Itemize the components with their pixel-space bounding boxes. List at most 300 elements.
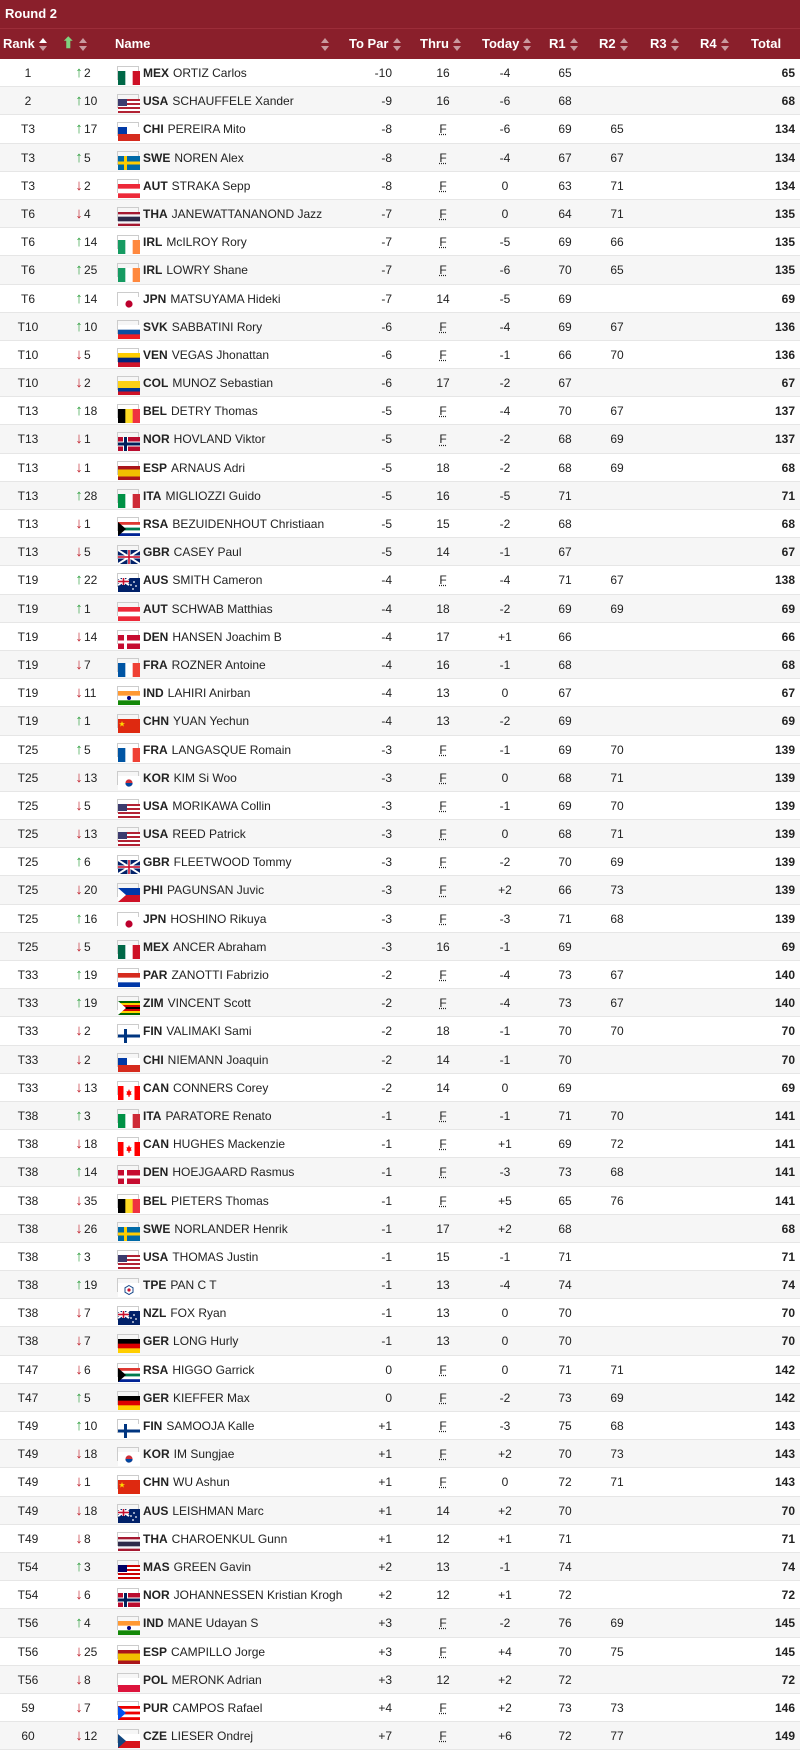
player-name-cell[interactable] bbox=[143, 144, 244, 172]
sort-icon bbox=[321, 38, 329, 52]
table-row[interactable] bbox=[0, 1187, 800, 1215]
player-name[interactable]: LANGASQUE Romain bbox=[171, 742, 292, 757]
player-name[interactable]: JANEWATTANANOND Jazz bbox=[171, 206, 323, 221]
player-name[interactable]: ROZNER Antoine bbox=[171, 657, 266, 672]
table-row[interactable] bbox=[0, 566, 800, 594]
to-par-cell: -8 bbox=[381, 122, 392, 137]
player-name[interactable]: JOHANNESSEN Kristian Krogh bbox=[173, 1588, 343, 1603]
r4-cell bbox=[704, 313, 734, 341]
player-name-cell[interactable] bbox=[143, 1440, 234, 1468]
rank-cell: T19 bbox=[17, 714, 39, 729]
arrow-down-icon: ↓ bbox=[75, 1501, 83, 1519]
r1-cell: 70 bbox=[558, 263, 572, 278]
player-name[interactable]: NORLANDER Henrik bbox=[174, 1221, 288, 1236]
header-thru[interactable] bbox=[420, 29, 461, 59]
r1-cell: 67 bbox=[558, 686, 572, 701]
table-row[interactable] bbox=[0, 228, 800, 256]
table-row[interactable] bbox=[0, 1356, 800, 1384]
player-name-cell[interactable] bbox=[143, 200, 322, 228]
player-name[interactable]: MORIKAWA Collin bbox=[172, 798, 271, 813]
r3-cell bbox=[654, 1356, 684, 1384]
table-row[interactable] bbox=[0, 1638, 800, 1666]
table-row[interactable] bbox=[0, 200, 800, 228]
thru-cell: F bbox=[439, 263, 447, 278]
player-name-cell[interactable] bbox=[143, 1017, 251, 1045]
player-name-cell[interactable] bbox=[143, 1638, 265, 1666]
r1-cell: 69 bbox=[558, 1137, 572, 1152]
total-cell: 141 bbox=[774, 1108, 795, 1123]
movement-value: 11 bbox=[84, 686, 97, 701]
player-name-cell[interactable] bbox=[143, 651, 266, 679]
table-row[interactable] bbox=[0, 1327, 800, 1355]
r4-cell bbox=[704, 566, 734, 594]
table-row[interactable] bbox=[0, 1497, 800, 1525]
table-row[interactable] bbox=[0, 792, 800, 820]
table-row[interactable] bbox=[0, 848, 800, 876]
r1-cell: 69 bbox=[558, 714, 572, 729]
player-name-cell[interactable] bbox=[143, 538, 242, 566]
thru-cell: 13 bbox=[436, 1278, 450, 1293]
r2-cell: 66 bbox=[610, 235, 624, 250]
movement-cell bbox=[74, 115, 104, 143]
player-name-cell[interactable] bbox=[143, 454, 245, 482]
r3-cell bbox=[654, 820, 684, 848]
r3-cell bbox=[654, 933, 684, 961]
thru-cell: 14 bbox=[436, 545, 450, 560]
player-name-cell[interactable] bbox=[143, 736, 291, 764]
today-cell: +6 bbox=[498, 1729, 512, 1744]
table-row[interactable] bbox=[0, 87, 800, 115]
table-row[interactable] bbox=[0, 115, 800, 143]
header-r2[interactable] bbox=[599, 29, 628, 59]
today-cell: -5 bbox=[499, 235, 511, 250]
player-name-cell[interactable] bbox=[143, 623, 282, 651]
r1-cell: 66 bbox=[558, 883, 572, 898]
player-name-cell[interactable] bbox=[143, 1609, 258, 1637]
r1-cell: 69 bbox=[558, 798, 572, 813]
player-name[interactable]: MATSUYAMA Hideki bbox=[170, 291, 281, 306]
flag-icon bbox=[117, 968, 139, 982]
sort-icon bbox=[79, 38, 87, 52]
player-name[interactable]: HIGGO Garrick bbox=[172, 1362, 255, 1377]
table-row[interactable] bbox=[0, 1384, 800, 1412]
r2-cell: 69 bbox=[610, 601, 624, 616]
flag-icon bbox=[117, 1475, 139, 1489]
player-name[interactable]: GREEN Gavin bbox=[173, 1559, 252, 1574]
player-name[interactable]: LONG Hurly bbox=[173, 1334, 239, 1349]
table-row[interactable] bbox=[0, 1102, 800, 1130]
r1-cell: 66 bbox=[558, 347, 572, 362]
r4-cell bbox=[704, 820, 734, 848]
player-name[interactable]: SABBATINI Rory bbox=[171, 319, 263, 334]
player-name-cell[interactable] bbox=[143, 933, 266, 961]
table-row[interactable] bbox=[0, 905, 800, 933]
table-row[interactable] bbox=[0, 933, 800, 961]
player-name-cell[interactable] bbox=[143, 961, 269, 989]
r4-cell bbox=[704, 1412, 734, 1440]
player-name[interactable]: PAGUNSAN Juvic bbox=[167, 883, 265, 898]
table-row[interactable] bbox=[0, 1581, 800, 1609]
player-name-cell[interactable] bbox=[143, 397, 258, 425]
player-name[interactable]: VEGAS Jhonattan bbox=[171, 347, 270, 362]
r2-cell: 71 bbox=[610, 827, 624, 842]
flag-icon bbox=[117, 1137, 139, 1151]
r1-cell: 73 bbox=[558, 1390, 572, 1405]
player-name[interactable]: VALIMAKI Sami bbox=[166, 1024, 252, 1039]
table-row[interactable] bbox=[0, 454, 800, 482]
today-cell: -1 bbox=[499, 798, 511, 813]
player-name[interactable]: HANSEN Joachim B bbox=[172, 629, 282, 644]
player-name[interactable]: WU Ashun bbox=[173, 1475, 230, 1490]
player-name-cell[interactable] bbox=[143, 285, 281, 313]
table-row[interactable] bbox=[0, 256, 800, 284]
table-row[interactable] bbox=[0, 313, 800, 341]
flag-icon bbox=[117, 1447, 139, 1461]
player-name-cell[interactable] bbox=[143, 1046, 268, 1074]
r4-cell bbox=[704, 1722, 734, 1750]
header-total[interactable] bbox=[751, 29, 781, 59]
player-name-cell[interactable] bbox=[143, 59, 247, 87]
player-name[interactable]: PIETERS Thomas bbox=[171, 1193, 269, 1208]
player-name[interactable]: PEREIRA Mito bbox=[167, 122, 246, 137]
table-row[interactable] bbox=[0, 1299, 800, 1327]
r1-cell: 69 bbox=[558, 235, 572, 250]
player-name[interactable]: LOWRY Shane bbox=[166, 263, 248, 278]
total-cell: 134 bbox=[774, 122, 795, 137]
table-row[interactable] bbox=[0, 1412, 800, 1440]
movement-cell bbox=[74, 736, 104, 764]
country-code: MEX bbox=[143, 66, 170, 80]
player-name[interactable]: SCHWAB Matthias bbox=[171, 601, 273, 616]
r3-cell bbox=[654, 425, 684, 453]
player-name-cell[interactable] bbox=[143, 905, 266, 933]
player-name[interactable]: PAN C T bbox=[170, 1278, 217, 1293]
table-row[interactable] bbox=[0, 1130, 800, 1158]
table-row[interactable] bbox=[0, 59, 800, 87]
player-name-cell[interactable] bbox=[143, 1215, 288, 1243]
r1-cell: 72 bbox=[558, 1475, 572, 1490]
player-name[interactable]: THOMAS Justin bbox=[172, 1249, 259, 1264]
player-name[interactable]: FLEETWOOD Tommy bbox=[173, 855, 292, 870]
player-name-cell[interactable] bbox=[143, 707, 249, 735]
player-name-cell[interactable] bbox=[143, 1581, 342, 1609]
player-name-cell[interactable] bbox=[143, 1187, 269, 1215]
today-cell: -3 bbox=[499, 1419, 511, 1433]
player-name-cell[interactable] bbox=[143, 1271, 217, 1299]
rank-cell: 60 bbox=[21, 1729, 35, 1744]
r3-cell bbox=[654, 87, 684, 115]
player-name-cell[interactable] bbox=[143, 256, 248, 284]
player-name-cell[interactable] bbox=[143, 595, 273, 623]
table-row[interactable] bbox=[0, 1215, 800, 1243]
player-name-cell[interactable] bbox=[143, 313, 262, 341]
flag-icon bbox=[117, 912, 139, 926]
table-row[interactable] bbox=[0, 341, 800, 369]
table-row[interactable] bbox=[0, 764, 800, 792]
player-name[interactable]: CAMPILLO Jorge bbox=[171, 1644, 266, 1659]
movement-cell bbox=[74, 707, 104, 735]
table-row[interactable] bbox=[0, 1609, 800, 1637]
player-name-cell[interactable] bbox=[143, 1412, 254, 1440]
country-code: VEN bbox=[143, 347, 168, 362]
player-name[interactable]: MUNOZ Sebastian bbox=[172, 376, 274, 391]
player-name-cell[interactable] bbox=[143, 87, 294, 115]
player-name[interactable]: LEISHMAN Marc bbox=[172, 1503, 264, 1518]
table-row[interactable] bbox=[0, 1468, 800, 1496]
player-name[interactable]: NOREN Alex bbox=[174, 150, 244, 165]
table-row[interactable] bbox=[0, 1158, 800, 1186]
table-row[interactable] bbox=[0, 595, 800, 623]
today-cell: -1 bbox=[499, 1249, 511, 1264]
today-cell: -2 bbox=[499, 714, 511, 729]
total-cell: 68 bbox=[781, 94, 795, 109]
player-name[interactable]: NIEMANN Joaquin bbox=[167, 1052, 269, 1067]
header-movement[interactable] bbox=[62, 29, 87, 59]
today-cell: -5 bbox=[499, 488, 511, 503]
player-name-cell[interactable] bbox=[143, 425, 265, 453]
player-name-cell[interactable] bbox=[143, 1102, 272, 1130]
player-name[interactable]: HOSHINO Rikuya bbox=[170, 911, 267, 926]
header-to-par[interactable] bbox=[349, 29, 401, 59]
flag-icon bbox=[117, 883, 139, 897]
player-name[interactable]: CAMPOS Rafael bbox=[172, 1700, 263, 1715]
movement-cell bbox=[74, 538, 104, 566]
table-row[interactable] bbox=[0, 1694, 800, 1722]
player-name-cell[interactable] bbox=[143, 1158, 294, 1186]
player-name-cell[interactable] bbox=[143, 1666, 262, 1694]
table-row[interactable] bbox=[0, 397, 800, 425]
r2-cell bbox=[602, 1243, 632, 1271]
table-row[interactable] bbox=[0, 1046, 800, 1074]
player-name-cell[interactable] bbox=[143, 1384, 250, 1412]
player-name-cell[interactable] bbox=[143, 1525, 287, 1553]
player-name-cell[interactable] bbox=[143, 115, 246, 143]
player-name[interactable]: BEZUIDENHOUT Christiaan bbox=[172, 517, 325, 531]
r1-cell: 68 bbox=[558, 517, 572, 531]
rank-cell: T33 bbox=[17, 1024, 39, 1039]
arrow-down-icon: ↓ bbox=[75, 825, 83, 843]
table-row[interactable] bbox=[0, 820, 800, 848]
r1-cell: 74 bbox=[558, 1278, 572, 1293]
table-row[interactable] bbox=[0, 989, 800, 1017]
player-name-cell[interactable] bbox=[143, 566, 262, 594]
player-name[interactable]: REED Patrick bbox=[172, 827, 246, 842]
player-name-cell[interactable] bbox=[143, 482, 261, 510]
player-name-cell[interactable] bbox=[143, 792, 271, 820]
player-name[interactable]: HOEJGAARD Rasmus bbox=[172, 1165, 295, 1180]
player-name-cell[interactable] bbox=[143, 1074, 268, 1102]
today-cell: -2 bbox=[499, 460, 511, 475]
header-rank[interactable] bbox=[3, 29, 47, 59]
player-name-cell[interactable] bbox=[143, 341, 269, 369]
header-r1[interactable] bbox=[549, 29, 578, 59]
r2-cell: 71 bbox=[610, 1475, 624, 1490]
movement-cell bbox=[74, 256, 104, 284]
player-name-cell[interactable] bbox=[143, 172, 250, 200]
header-name[interactable] bbox=[115, 29, 150, 59]
r1-cell: 68 bbox=[558, 94, 572, 109]
table-row[interactable] bbox=[0, 369, 800, 397]
header-r4[interactable] bbox=[700, 29, 729, 59]
player-name[interactable]: HOVLAND Viktor bbox=[173, 432, 266, 447]
r1-cell: 75 bbox=[558, 1419, 572, 1433]
player-name-cell[interactable] bbox=[143, 764, 237, 792]
thru-cell: F bbox=[439, 1362, 447, 1377]
table-row[interactable] bbox=[0, 285, 800, 313]
to-par-cell: -10 bbox=[374, 66, 392, 80]
table-row[interactable] bbox=[0, 679, 800, 707]
table-row[interactable] bbox=[0, 1271, 800, 1299]
country-code: ITA bbox=[143, 1108, 162, 1123]
player-name[interactable]: ANCER Abraham bbox=[173, 939, 267, 954]
flag-icon bbox=[117, 122, 139, 136]
player-name[interactable]: LIESER Ondrej bbox=[171, 1729, 254, 1744]
player-name[interactable]: VINCENT Scott bbox=[167, 996, 251, 1011]
thru-cell: F bbox=[439, 1475, 447, 1490]
player-name[interactable]: YUAN Yechun bbox=[173, 714, 250, 729]
today-cell: -4 bbox=[499, 573, 511, 588]
player-name[interactable]: KIM Si Woo bbox=[173, 770, 237, 785]
r2-cell bbox=[602, 285, 632, 313]
table-row[interactable] bbox=[0, 1525, 800, 1553]
player-name-cell[interactable] bbox=[143, 989, 251, 1017]
player-name[interactable]: CONNERS Corey bbox=[173, 1080, 269, 1095]
player-name[interactable]: KIEFFER Max bbox=[173, 1390, 250, 1405]
arrow-down-icon: ↓ bbox=[75, 1698, 83, 1716]
table-row[interactable] bbox=[0, 538, 800, 566]
r2-cell bbox=[602, 1553, 632, 1581]
to-par-cell: -3 bbox=[381, 855, 392, 870]
player-name-cell[interactable] bbox=[143, 876, 264, 904]
movement-cell bbox=[74, 341, 104, 369]
table-row[interactable] bbox=[0, 425, 800, 453]
player-name-cell[interactable] bbox=[143, 820, 246, 848]
r2-cell: 69 bbox=[610, 855, 624, 870]
table-row[interactable] bbox=[0, 1666, 800, 1694]
header-r3[interactable] bbox=[650, 29, 679, 59]
player-name[interactable]: SMITH Cameron bbox=[172, 573, 263, 588]
r3-cell bbox=[654, 1553, 684, 1581]
movement-value: 5 bbox=[84, 742, 91, 757]
arrow-down-icon: ↓ bbox=[75, 1642, 83, 1660]
player-name[interactable]: HUGHES Mackenzie bbox=[173, 1137, 286, 1152]
total-cell: 140 bbox=[774, 996, 795, 1011]
movement-value: 1 bbox=[84, 460, 91, 475]
r4-cell bbox=[704, 1694, 734, 1722]
player-name-cell[interactable] bbox=[143, 848, 291, 876]
total-cell: 70 bbox=[781, 1052, 795, 1067]
table-row[interactable] bbox=[0, 876, 800, 904]
player-name[interactable]: LAHIRI Anirban bbox=[167, 686, 251, 701]
r3-cell bbox=[654, 115, 684, 143]
player-name-cell[interactable] bbox=[143, 1243, 258, 1271]
player-name[interactable]: MIGLIOZZI Guido bbox=[165, 488, 261, 503]
table-row[interactable] bbox=[0, 651, 800, 679]
thru-cell: 16 bbox=[436, 939, 450, 954]
player-name[interactable]: PARATORE Renato bbox=[165, 1108, 272, 1123]
r2-cell bbox=[602, 1271, 632, 1299]
rank-cell: T6 bbox=[20, 263, 35, 278]
table-row[interactable] bbox=[0, 1074, 800, 1102]
table-row[interactable] bbox=[0, 623, 800, 651]
player-name-cell[interactable] bbox=[143, 1130, 285, 1158]
player-name[interactable]: CASEY Paul bbox=[173, 545, 242, 560]
header-name-sort[interactable] bbox=[317, 29, 329, 59]
player-name-cell[interactable] bbox=[143, 679, 250, 707]
player-name[interactable]: ARNAUS Adri bbox=[171, 460, 246, 475]
movement-value: 2 bbox=[84, 178, 91, 193]
table-row[interactable] bbox=[0, 1440, 800, 1468]
player-name[interactable]: SAMOOJA Kalle bbox=[166, 1419, 255, 1433]
r4-cell bbox=[704, 1299, 734, 1327]
player-name-cell[interactable] bbox=[143, 1722, 253, 1750]
player-name[interactable]: ZANOTTI Fabrizio bbox=[171, 968, 269, 982]
table-row[interactable] bbox=[0, 707, 800, 735]
r3-cell bbox=[654, 679, 684, 707]
rank-cell: T38 bbox=[17, 1334, 39, 1349]
player-name-cell[interactable] bbox=[143, 228, 247, 256]
player-name[interactable]: SCHAUFFELE Xander bbox=[172, 94, 294, 109]
player-name[interactable]: FOX Ryan bbox=[170, 1306, 227, 1321]
total-cell: 71 bbox=[781, 1249, 795, 1264]
movement-value: 5 bbox=[84, 150, 91, 165]
table-row[interactable] bbox=[0, 736, 800, 764]
player-name[interactable]: MERONK Adrian bbox=[171, 1672, 262, 1687]
country-code: GBR bbox=[143, 855, 170, 870]
table-row[interactable] bbox=[0, 961, 800, 989]
player-name-cell[interactable] bbox=[143, 1553, 251, 1581]
today-cell: +5 bbox=[498, 1193, 512, 1208]
player-name[interactable]: MANE Udayan S bbox=[167, 1616, 259, 1631]
player-name[interactable]: DETRY Thomas bbox=[171, 404, 258, 419]
player-name-cell[interactable] bbox=[143, 1497, 264, 1525]
player-name[interactable]: IM Sungjae bbox=[173, 1447, 235, 1462]
thru-cell: 12 bbox=[436, 1588, 450, 1603]
table-row[interactable] bbox=[0, 144, 800, 172]
player-name[interactable]: McILROY Rory bbox=[166, 235, 247, 250]
header-today[interactable] bbox=[482, 29, 531, 59]
player-name-cell[interactable] bbox=[143, 1327, 238, 1355]
country-code: PHI bbox=[143, 883, 164, 898]
movement-cell bbox=[74, 1384, 104, 1412]
arrow-down-icon: ↓ bbox=[75, 345, 83, 363]
player-name-cell[interactable] bbox=[143, 369, 273, 397]
table-row[interactable] bbox=[0, 1017, 800, 1045]
player-name-cell[interactable] bbox=[143, 1694, 262, 1722]
arrow-up-icon: ↑ bbox=[75, 233, 83, 251]
table-row[interactable] bbox=[0, 1243, 800, 1271]
player-name[interactable]: STRAKA Sepp bbox=[171, 178, 251, 193]
player-name-cell[interactable] bbox=[143, 1299, 226, 1327]
flag-icon bbox=[117, 179, 139, 193]
table-row[interactable] bbox=[0, 1553, 800, 1581]
table-row[interactable] bbox=[0, 1722, 800, 1750]
table-row[interactable] bbox=[0, 482, 800, 510]
table-row[interactable] bbox=[0, 510, 800, 538]
flag-icon bbox=[117, 1278, 139, 1292]
player-name[interactable]: ORTIZ Carlos bbox=[173, 66, 247, 80]
player-name-cell[interactable] bbox=[143, 510, 324, 538]
table-row[interactable] bbox=[0, 172, 800, 200]
total-cell: 74 bbox=[781, 1559, 795, 1574]
player-name-cell[interactable] bbox=[143, 1356, 254, 1384]
player-name-cell[interactable] bbox=[143, 1468, 230, 1496]
total-cell: 143 bbox=[774, 1419, 795, 1433]
player-name[interactable]: CHAROENKUL Gunn bbox=[171, 1531, 288, 1546]
total-cell: 134 bbox=[774, 150, 795, 165]
r4-cell bbox=[704, 1384, 734, 1412]
r4-cell bbox=[704, 538, 734, 566]
